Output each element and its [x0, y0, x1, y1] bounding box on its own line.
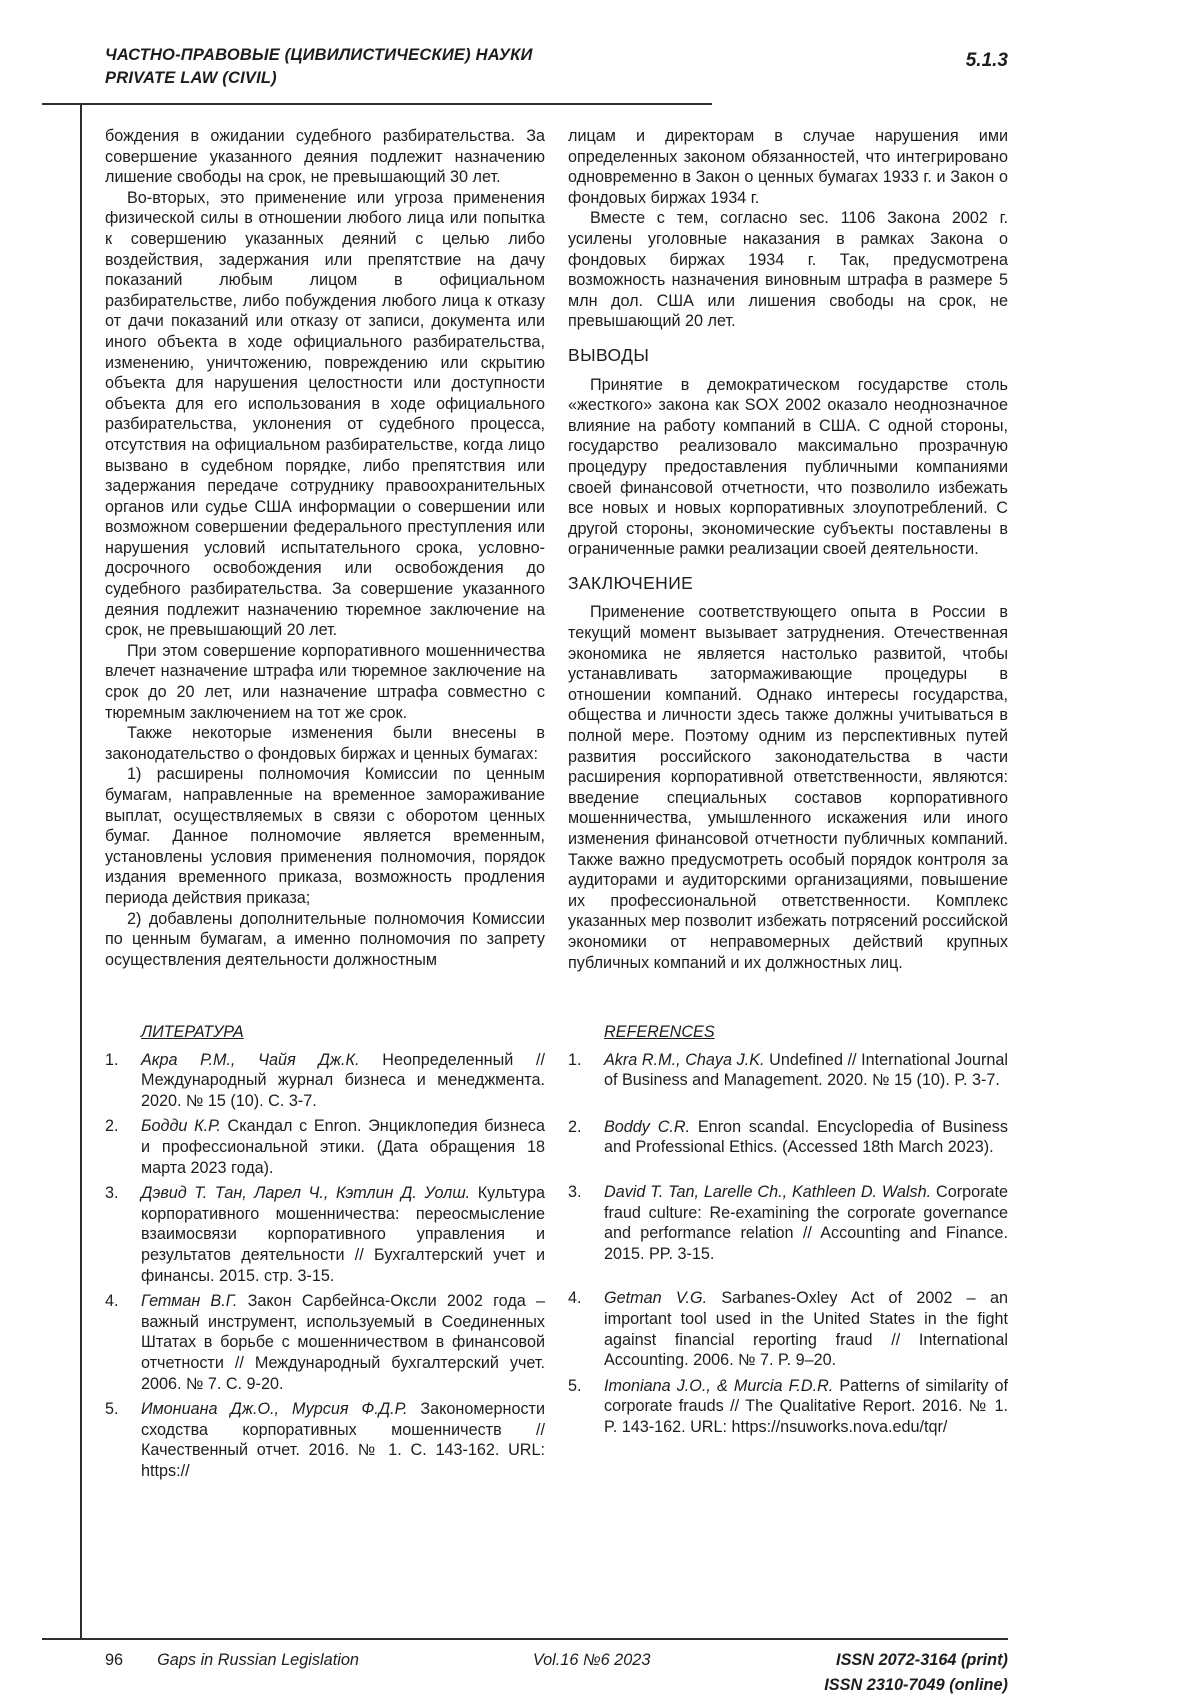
reference-number: 4. [568, 1289, 582, 1308]
reference-authors: Имониана Дж.О., Мурсия Ф.Д.Р. [141, 1400, 408, 1419]
reference-item [568, 1117, 1008, 1158]
literature-list [105, 1022, 545, 1486]
reference-number: 4. [105, 1292, 119, 1311]
reference-authors: Бодди К.Р. [141, 1117, 221, 1136]
bibliography [105, 1022, 1008, 1486]
conclusions-heading: ВЫВОДЫ [568, 344, 650, 365]
page-footer [105, 1648, 1008, 1699]
literature-item [105, 1291, 545, 1394]
reference-text: Enron scandal. Encyclopedia of Business and Professional Ethics. (Accessed 18th March 2023). [604, 1117, 1008, 1157]
issn-print: ISSN 2072-3164 (print) [836, 1651, 1008, 1669]
references-heading: REFERENCES [604, 1023, 715, 1041]
reference-number: 3. [105, 1184, 119, 1203]
page-number: 96 [105, 1651, 124, 1669]
issn-block [824, 1648, 1008, 1699]
body-paragraph: 2) добавлены дополнительные полномочия Комиссии по ценным бумагам, а именно полномочия по запрету осуществления деятельности должностным [105, 909, 545, 969]
reference-authors: Akra R.M., Chaya J.K. [604, 1050, 765, 1069]
body-paragraph: Во-вторых, это применение или угроза применения физической силы в отношении любого лица или попытка к совершению указанных деяний с целью либо воздействия, задержания или препятствие на дачу показаний любым лицом в официальном разбирательстве, либо побуждения любого лица к отказу от дачи показаний или отказу от записи, документа или иного объекта в ходе официального разбирательства, изменению, уничтожению, повреждению или скрытию объекта для нарушения целостности или доступности объекта для его использования в ходе официального разбирательства, уклонения от судебного процесса, отсутствия на официальном разбирательстве, когда лицо вызвано в судебном порядке, либо препятствия или задержания передаче сотруднику правоохранительных органов или судье США информации о совершении или возможном совершении федерального преступления или нарушения условий испытательного срока, условно-досрочного освобождения или освобождения до судебного разбирательства. За совершение указанного деяния подлежит назначению тюремное заключение на срок, не превышающий 20 лет. [105, 188, 545, 640]
conclusions-paragraph: Принятие в демократическом государстве столь «жесткого» закона как SOX 2002 оказало неоднозначное влияние на работу компаний в США. С одной стороны, государство реализовало максимально прозрачную процедуру предоставления публичными компаниями своей финансовой отчетности, что позволило избежать все новых и новых корпоративных злоупотреблений. С другой стороны, экономические субъекты поставлены в ограниченные рамки реализации своей деятельности. [568, 375, 1008, 559]
body-paragraph: лицам и директорам в случае нарушения ими определенных законом обязанностей, что интегрировано одновременно в Закон о ценных бумагах 1933 г. и Закон о фондовых биржах 1934 г. [568, 127, 1008, 207]
header-rule [42, 103, 712, 105]
literature-item [105, 1399, 545, 1481]
reference-text: Неопределенный // Международный журнал бизнеса и менеджмента. 2020. № 15 (10). С. 3-7. [141, 1050, 545, 1110]
journal-title: Gaps in Russian Legislation [157, 1651, 359, 1669]
reference-number: 2. [105, 1117, 119, 1136]
reference-number: 1. [568, 1050, 582, 1069]
final-heading: ЗАКЛЮЧЕНИЕ [568, 572, 694, 593]
section-code: 5.1.3 [965, 50, 1008, 71]
reference-number: 2. [568, 1117, 582, 1136]
reference-number: 3. [568, 1182, 582, 1201]
body-paragraph: 1) расширены полномочия Комиссии по ценным бумагам, направленные на временное замораживание выплат, осуществляемых в связи с оборотом ценных бумаг. Данное полномочие является временным, установлены условия применения полномочия, порядок издания временного приказа, возможность продления периода действия приказа; [105, 765, 545, 907]
reference-authors: Imoniana J.O., & Murcia F.D.R. [604, 1376, 834, 1395]
reference-authors: Boddy C.R. [604, 1117, 691, 1136]
body-paragraph: При этом совершение корпоративного мошенничества влечет назначение штрафа или тюремное заключение на срок до 20 лет, или назначение штрафа совместно с тюремным заключением на тот же срок. [105, 641, 545, 722]
reference-item [568, 1376, 1008, 1438]
reference-authors: Дэвид Т. Тан, Ларел Ч., Кэтлин Д. Уолш. [141, 1184, 471, 1203]
running-head-en: PRIVATE LAW (CIVIL) [105, 69, 277, 88]
reference-text: Скандал с Enron. Энциклопедия бизнеса и профессиональной этики. (Дата обращения 18 марта 2023 года). [141, 1117, 545, 1177]
reference-text: Patterns of similarity of corporate frauds // The Qualitative Report. 2016. № 1. P. 143-162. URL: https://nsuworks.nova.edu/tqr/ [604, 1376, 1008, 1436]
body-paragraph: Также некоторые изменения были внесены в законодательство о фондовых биржах и ценных бумагах: [105, 724, 545, 763]
right-column [568, 126, 1008, 973]
reference-text: Закономерности сходства корпоративных мошенничеств // Качественный отчет. 2016. № 1. С. 143-162. URL: https:// [141, 1400, 545, 1480]
reference-authors: Гетман В.Г. [141, 1292, 238, 1311]
volume-info: Vol.16 №6 2023 [532, 1651, 651, 1669]
reference-text: Corporate fraud culture: Re-examining the corporate governance and performance relation // Accounting and Finance. 2015. PP. 3-15. [604, 1182, 1008, 1263]
reference-number: 5. [105, 1400, 119, 1419]
reference-text: Культура корпоративного мошенничества: переосмысление взаимосвязи корпоративного управления и результатов деятельности // Бухгалтерский учет и финансы. 2015. стр. 3-15. [141, 1184, 545, 1285]
left-column [105, 126, 545, 973]
references-list [568, 1022, 1008, 1486]
reference-text: Закон Сарбейнса-Оксли 2002 года – важный инструмент, используемый в Соединенных Штатах в борьбе с мошенничеством в финансовой отчетности // Международный бухгалтерский учет. 2006. № 7. С. 9-20. [141, 1292, 545, 1393]
reference-number: 5. [568, 1376, 582, 1395]
literature-item [105, 1050, 545, 1112]
reference-authors: David T. Tan, Larelle Ch., Kathleen D. Walsh. [604, 1182, 932, 1201]
literature-heading: ЛИТЕРАТУРА [141, 1023, 244, 1041]
left-margin-rule [80, 103, 82, 1638]
reference-number: 1. [105, 1050, 119, 1069]
reference-authors: Getman V.G. [604, 1289, 708, 1308]
footer-left [105, 1648, 359, 1673]
running-head [105, 44, 533, 90]
article-body [105, 126, 1008, 973]
literature-item [105, 1116, 545, 1178]
page-header [105, 44, 1008, 90]
reference-text: Undefined // International Journal of Business and Management. 2020. № 15 (10). P. 3-7. [604, 1050, 1008, 1090]
literature-item [105, 1183, 545, 1286]
reference-text: Sarbanes-Oxley Act of 2002 – an important tool used in the United States in the fight against financial reporting fraud // International Accounting. 2006. № 7. P. 9–20. [604, 1289, 1009, 1370]
reference-item [568, 1182, 1008, 1264]
body-paragraph: Вместе с тем, согласно sec. 1106 Закона 2002 г. усилены уголовные наказания в рамках Закона о фондовых биржах 1934 г. Так, предусмотрена возможность назначения виновным штрафа в размере 5 млн дол. США или лишения свободы на срок, не превышающий 20 лет. [568, 209, 1008, 331]
final-paragraph: Применение соответствующего опыта в России в текущий момент вызывает затруднения. Отечественная экономика не является настолько развитой, чтобы устанавливать затормаживающие процедуры в отношении компаний. Однако интересы государства, общества и личности здесь также должны учитываться в полной мере. Поэтому одним из перспективных путей развития российского законодательства в части расширения корпоративной ответственности, являются: введение специальных составов корпоративного мошенничества, умышленного искажения или иного изменения финансовой отчетности публичных компаний. Также важно предусмотреть особый порядок контроля за аудиторами и аудиторскими организациями, повышение их профессиональной ответственности. Комплекс указанных мер позволит избежать потрясений российской экономики от неправомерных действий крупных публичных компаний и их должностных лиц. [568, 603, 1008, 972]
reference-item [568, 1050, 1008, 1091]
issn-online: ISSN 2310-7049 (online) [824, 1676, 1008, 1695]
body-paragraph: бождения в ожидании судебного разбирательства. За совершение указанного деяния подлежит назначению лишение свободы на срок, не превышающий 30 лет. [105, 127, 545, 187]
reference-authors: Акра Р.М., Чайя Дж.К. [141, 1050, 360, 1069]
running-head-ru: ЧАСТНО-ПРАВОВЫЕ (ЦИВИЛИСТИЧЕСКИЕ) НАУКИ [105, 46, 533, 64]
footer-rule [42, 1638, 1008, 1640]
reference-item [568, 1288, 1008, 1370]
